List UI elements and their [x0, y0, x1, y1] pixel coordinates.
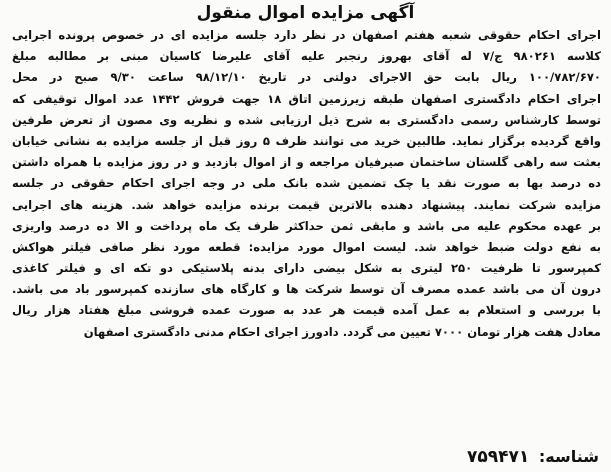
- notice-line: بعثت سه راهی گلستان ساختمان صیرفیان مراجعه و از اموال بازدید و در روز مزایده با همراه داشتن: [12, 155, 601, 170]
- notice-line: ۱۰۰/۷۸۲/۶۷۰ ریال بابت حق الاجرای دولتی در تاریخ ۹۸/۱۲/۱۰ ساعت ۹/۳۰ صبح در محل: [12, 70, 601, 85]
- notice-line: کلاسه ۹۸۰۲۶۱ ج/۷ له آقای بهروز رنجبر علیه آقای علیرضا کاسیان مبنی بر مطالبه مبلغ: [12, 49, 601, 64]
- notice-line: با بررسی و استعلام به عمل آمده قیمت هر عدد به صورت عمده فروشی مبلغ هفتاد هزار ریال: [12, 303, 601, 318]
- notice-id-label: شناسه:: [538, 447, 599, 466]
- notice-id-number: ۷۵۹۴۷۱: [467, 447, 530, 467]
- notice-line: مزایده شرکت نمایند. پیشنهاد دهنده بالاترین قیمت برنده مزایده خواهد شد. هزینه های اجرایی: [12, 197, 601, 212]
- notice-line: کمپرسور تا ظرفیت ۲۵۰ لیتری به شکل بیضی دارای بدنه پلاستیکی دو تکه ای و فیلتر کاغذی: [12, 261, 601, 276]
- notice-line: اجرای احکام حقوقی شعبه هفتم اصفهان در نظر دارد جلسه مزایده ای در خصوص پرونده اجرایی: [12, 28, 601, 42]
- notice-line: به نفع دولت ضبط خواهد شد. لیست اموال مورد مزایده: قطعه مورد نظر صافی فیلتر هواکش: [12, 239, 601, 254]
- notice-title: آگهی مزایده اموال منقول: [196, 3, 415, 23]
- notice-line: توسط کارشناس رسمی دادگستری به شرح ذیل ارزیابی شده و نظریه وی مصون از تعرض طرفین: [12, 112, 601, 127]
- notice-body: [12, 25, 601, 343]
- notice-line: ده درصد بها به صورت نقد یا چک تضمین شده بانک ملی در وجه اجرای احکام حقوقی در جلسه: [12, 176, 601, 191]
- notice-line: واقع گردیده برگزار نماید. طالبین خرید می توانند ظرف ۵ روز قبل از جلسه مزایده به نشانی خیابان: [12, 133, 601, 148]
- notice-id: [467, 446, 599, 468]
- notice-line: معادل هفت هزار تومان ۷۰۰۰ تعیین می گردد. دادورز اجرای احکام مدنی دادگستری اصفهان: [83, 324, 601, 339]
- notice-line: بر عهده محکوم علیه می باشد و مابقی ثمن حداکثر ظرف یک ماه پرداخت و الا ده درصد واریزی: [12, 218, 601, 233]
- notice-line: درون آن می باشد عمده مصرف آن توسط شرکت ها و کارگاه های سازنده کمپرسور باد می باشد.: [12, 282, 601, 297]
- notice-line: اجرای احکام دادگستری اصفهان طبقه زیرزمین اتاق ۱۸ جهت فروش ۱۴۴۲ عدد اموال توقیفی که: [12, 91, 601, 106]
